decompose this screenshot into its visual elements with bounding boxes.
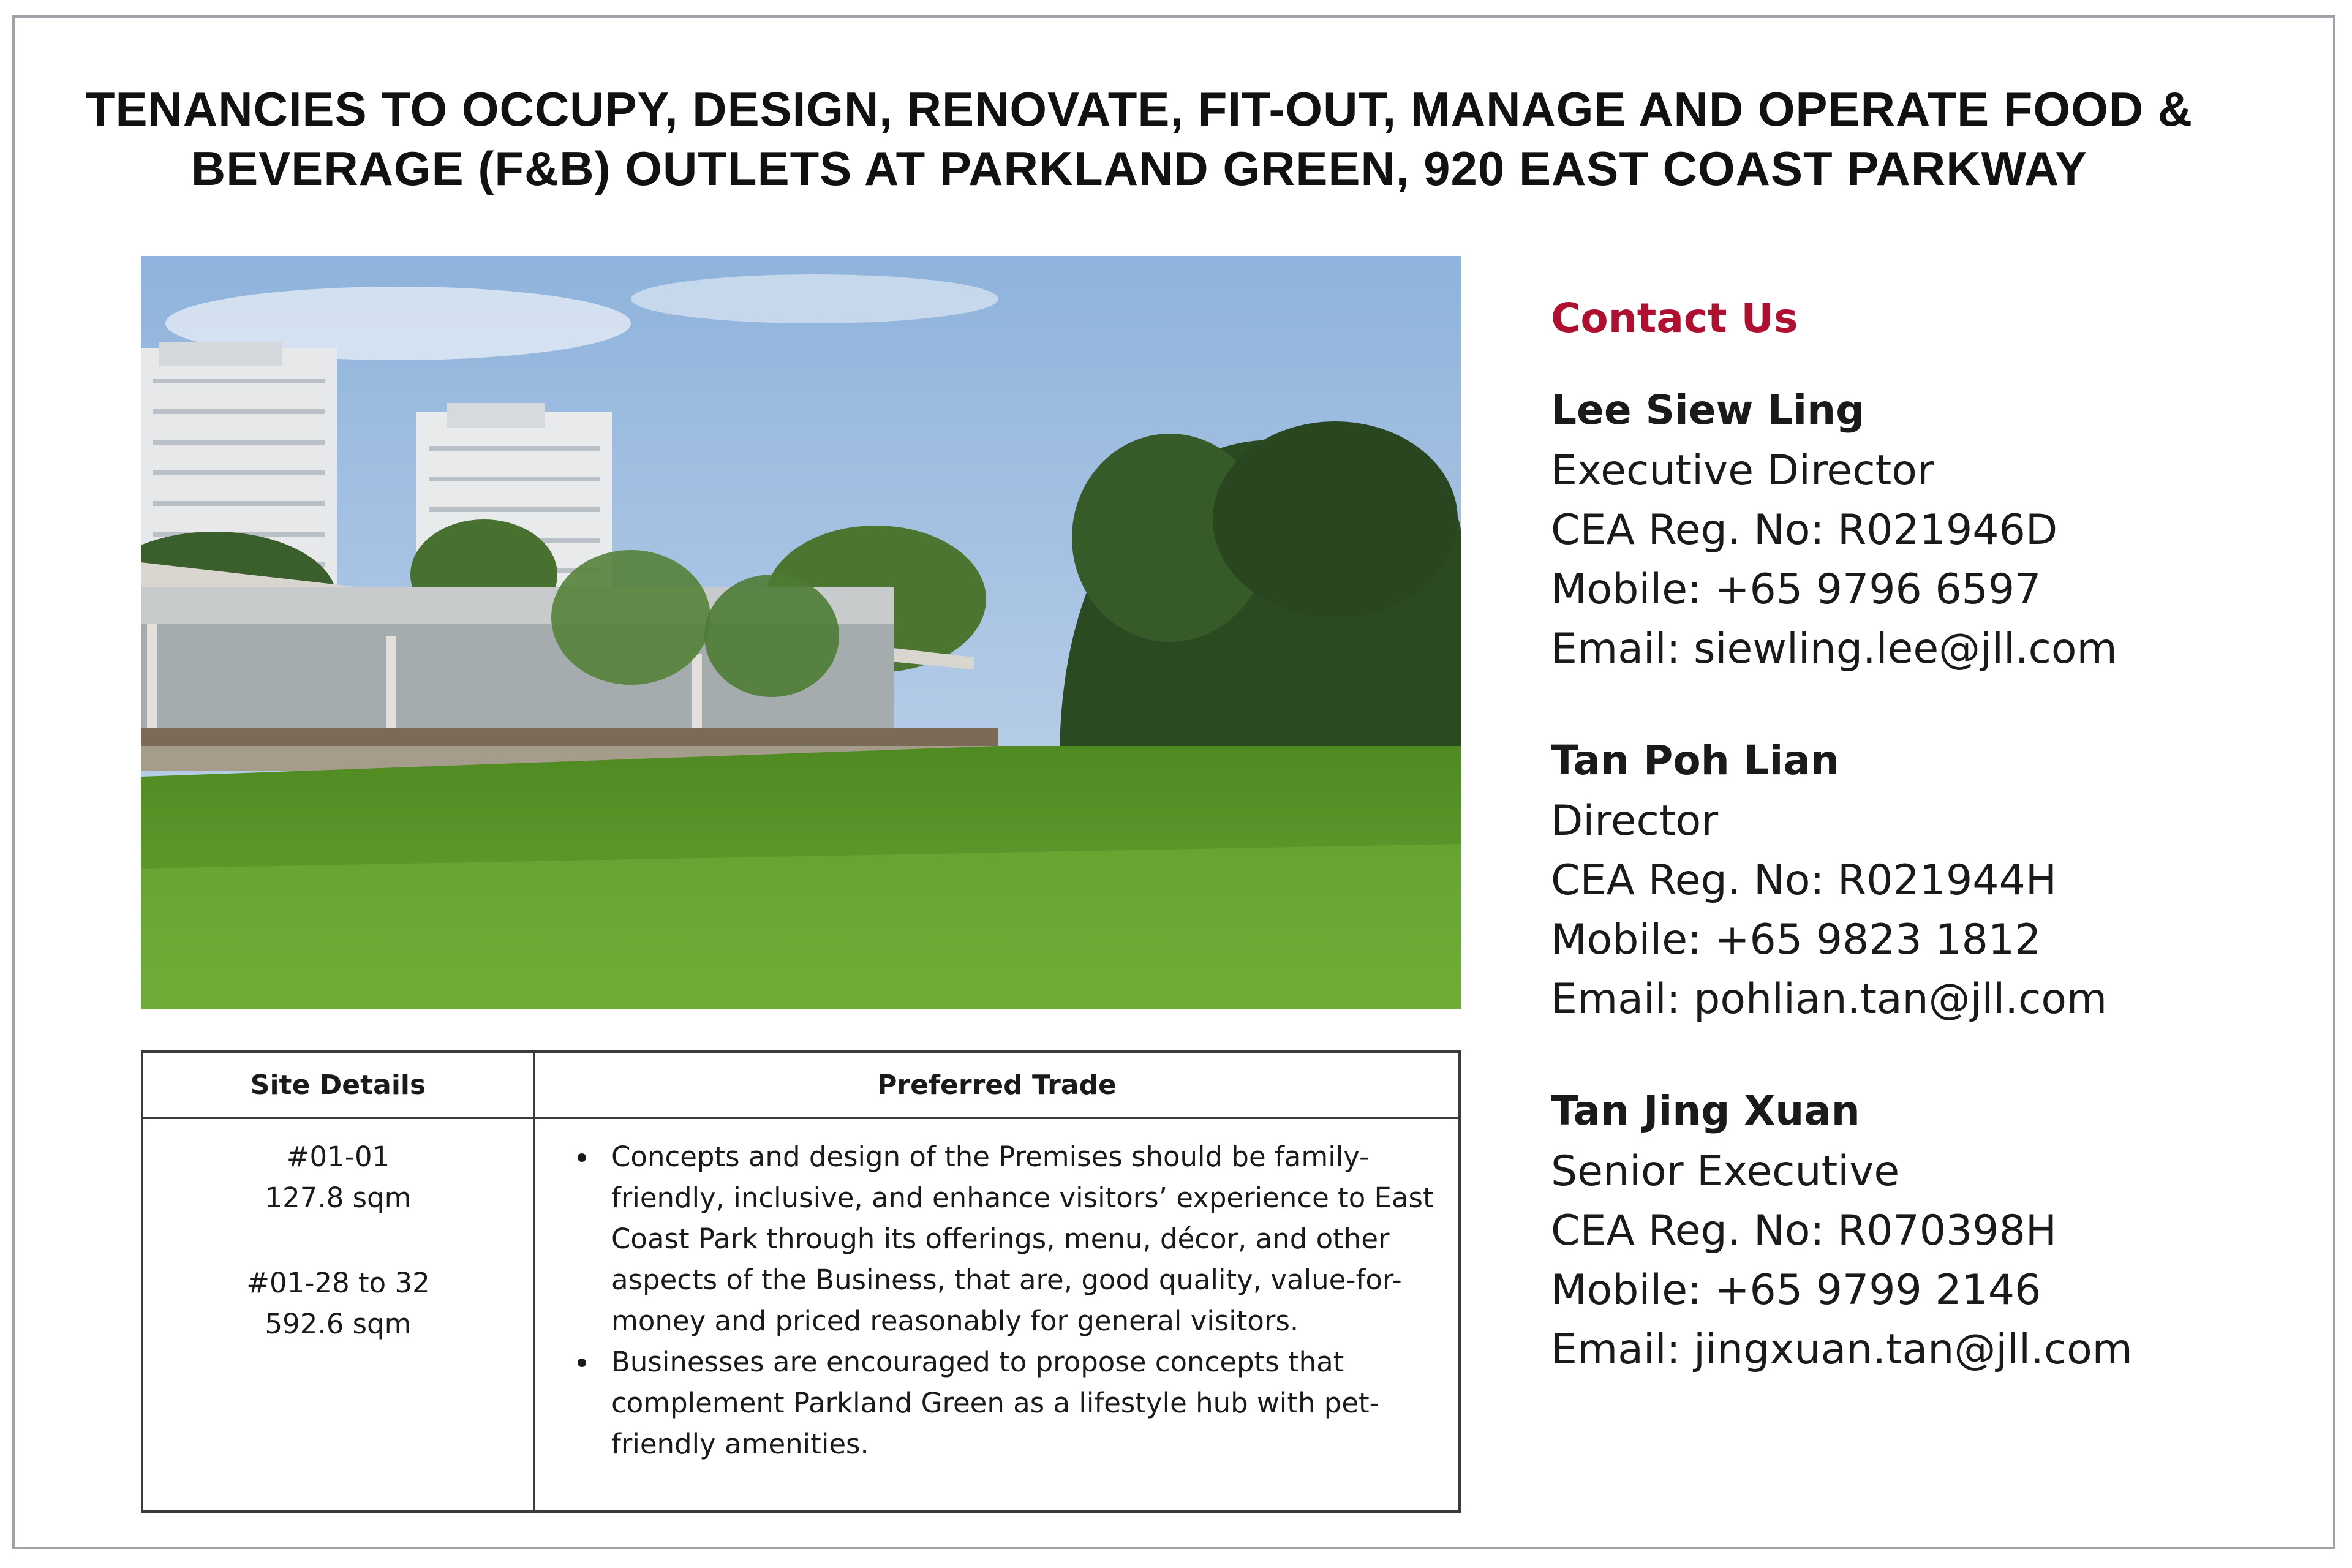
contact-cea-reg: CEA Reg. No: R021946D bbox=[1551, 506, 2058, 554]
site-area: 127.8 sqm bbox=[265, 1182, 412, 1214]
contact-role: Executive Director bbox=[1551, 447, 1934, 495]
contact-role: Director bbox=[1551, 797, 1719, 845]
title-line-2: BEVERAGE (F&B) OUTLETS AT PARKLAND GREEN, 920 EAST COAST PARKWAY bbox=[190, 141, 2088, 195]
preferred-trade-list bbox=[560, 1136, 1434, 1464]
contact-mobile: Mobile: +65 9823 1812 bbox=[1551, 916, 2041, 964]
contact-cea-reg: CEA Reg. No: R070398H bbox=[1551, 1207, 2057, 1255]
park-scene-illustration bbox=[141, 256, 1461, 1009]
contact-person bbox=[1551, 380, 2304, 679]
site-area: 592.6 sqm bbox=[265, 1308, 412, 1340]
trade-bullet: • Businesses are encouraged to propose concepts that complement Parkland Green as a lifestyle hub with pet-friendly amenities. bbox=[599, 1341, 1434, 1464]
title-line-1: TENANCIES TO OCCUPY, DESIGN, RENOVATE, FIT-OUT, MANAGE AND OPERATE FOOD & bbox=[85, 82, 2193, 136]
contact-name: Tan Jing Xuan bbox=[1551, 1087, 1860, 1134]
contact-email: Email: jingxuan.tan@jll.com bbox=[1551, 1325, 2133, 1374]
document-title bbox=[43, 80, 2236, 198]
site-unit: #01-28 to 32 bbox=[246, 1267, 430, 1299]
contact-name: Lee Siew Ling bbox=[1551, 386, 1865, 434]
site-details-header: Site Details bbox=[142, 1052, 534, 1118]
site-details-cell bbox=[142, 1118, 534, 1512]
contact-email: Email: siewling.lee@jll.com bbox=[1551, 625, 2117, 673]
contact-section bbox=[1551, 288, 2304, 1431]
contact-name: Tan Poh Lian bbox=[1551, 737, 1839, 784]
parkland-green-photo bbox=[141, 256, 1461, 1009]
contact-role: Senior Executive bbox=[1551, 1147, 1900, 1196]
table-row bbox=[142, 1118, 1460, 1512]
table-header-row bbox=[142, 1052, 1460, 1118]
contact-email: Email: pohlian.tan@jll.com bbox=[1551, 975, 2108, 1023]
contact-mobile: Mobile: +65 9799 2146 bbox=[1551, 1266, 2041, 1314]
contact-cea-reg: CEA Reg. No: R021944H bbox=[1551, 856, 2057, 905]
preferred-trade-cell bbox=[534, 1118, 1460, 1512]
preferred-trade-header: Preferred Trade bbox=[534, 1052, 1460, 1118]
contact-person bbox=[1551, 730, 2304, 1029]
contact-heading: Contact Us bbox=[1551, 295, 1798, 342]
contact-mobile: Mobile: +65 9796 6597 bbox=[1551, 565, 2041, 614]
site-details-table bbox=[141, 1050, 1461, 1513]
trade-bullet: • Concepts and design of the Premises should be family-friendly, inclusive, and enhance visitors’ experience to East Coast Park through its offerings, menu, décor, and other aspects of the Business, that are, good quality, value-for-money and priced reasonably for general visitors. bbox=[599, 1136, 1434, 1341]
contact-person bbox=[1551, 1080, 2304, 1379]
site-unit: #01-01 bbox=[286, 1140, 390, 1173]
